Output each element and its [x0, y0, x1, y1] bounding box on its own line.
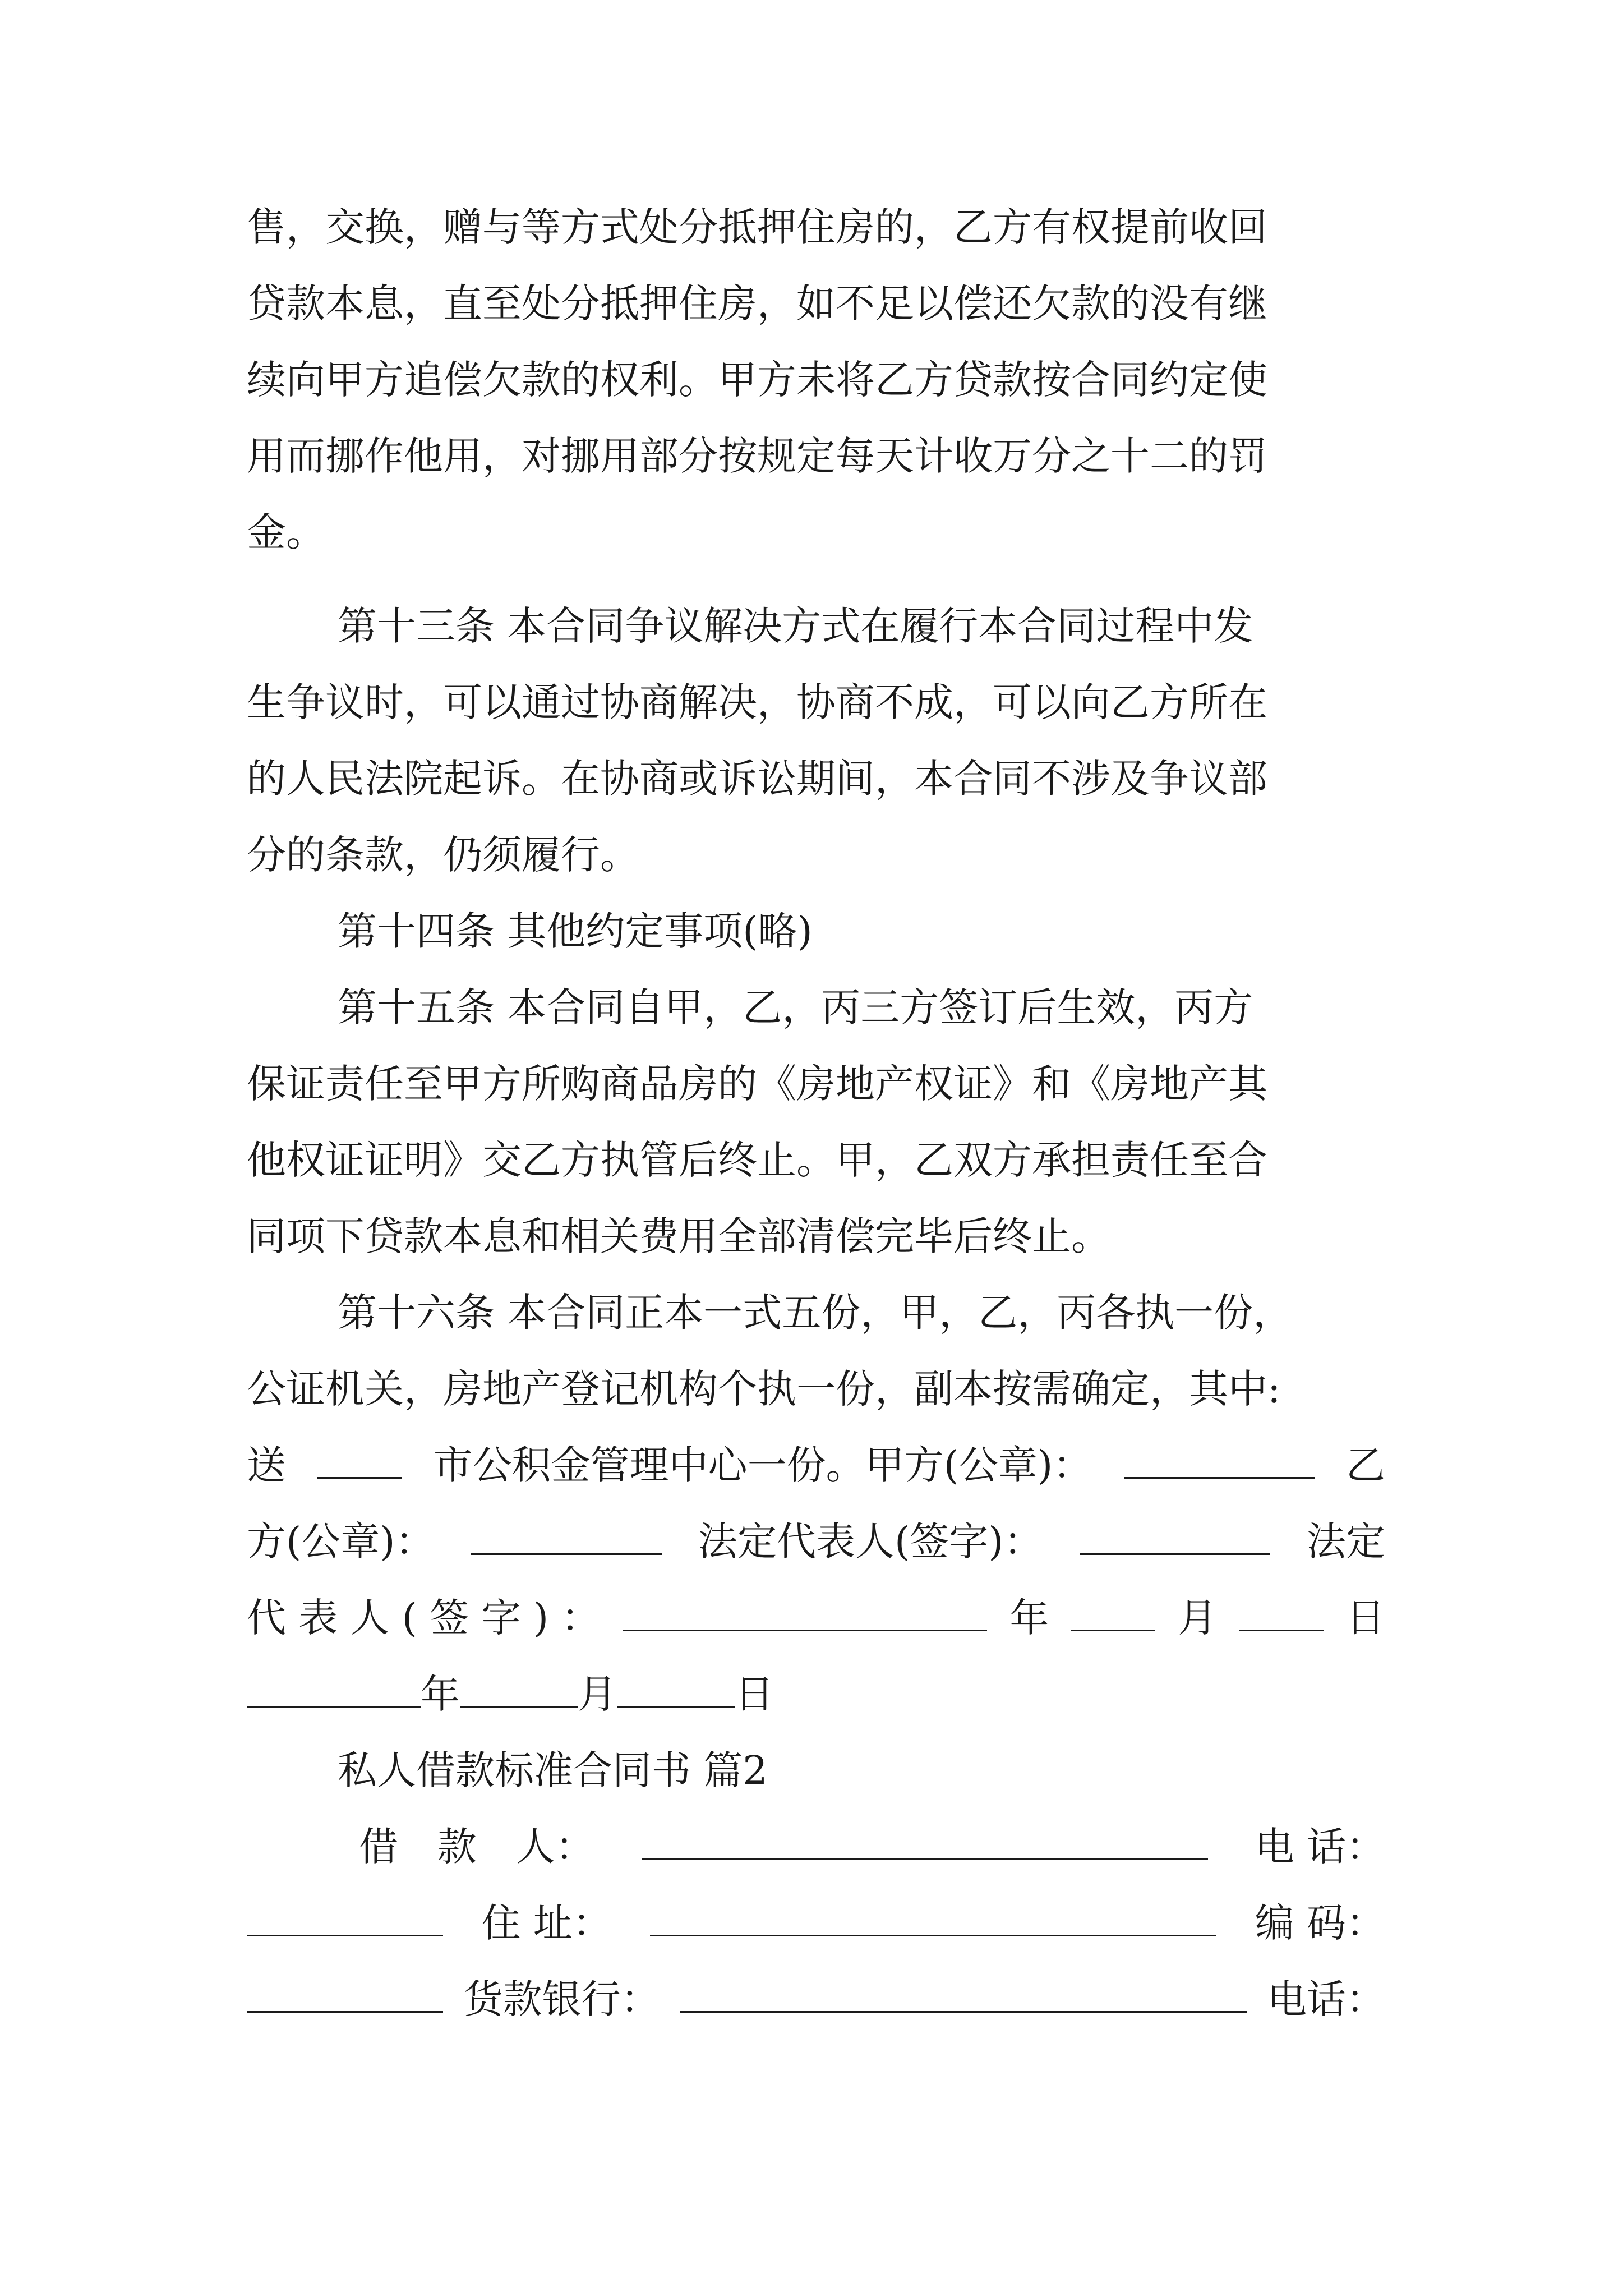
phone-field[interactable]	[247, 1902, 443, 1936]
form-text: 方(公章)：	[247, 1519, 435, 1565]
code-field[interactable]	[247, 1978, 443, 2013]
form-line-19	[247, 1584, 1385, 1651]
article-16-heading: 第十六条 本合同正本一式五份，甲，乙，丙各执一份，	[338, 1290, 1293, 1336]
section-2-title: 私人借款标准合同书 篇2	[338, 1747, 768, 1793]
body-line-14: 同项下贷款本息和相关费用全部清偿完毕后终止。	[247, 1213, 1110, 1259]
month-field[interactable]	[1071, 1597, 1155, 1631]
address-line	[247, 1889, 1385, 1957]
body-line-2: 贷款本息，直至处分抵押住房，如不足以偿还欠款的没有继	[247, 280, 1267, 326]
form-line-17	[247, 1432, 1385, 1499]
form-text: 法定	[1307, 1519, 1385, 1565]
form-text: 送	[247, 1442, 286, 1488]
borrower-label: 借 款 人：	[359, 1824, 594, 1870]
day-field[interactable]	[617, 1673, 735, 1708]
body-line-16: 公证机关，房地产登记机构个执一份，副本按需确定，其中:	[247, 1366, 1281, 1412]
article-15-heading: 第十五条 本合同自甲，乙，丙三方签订后生效，丙方	[338, 984, 1253, 1030]
form-text: 月	[1178, 1595, 1218, 1641]
body-line-3: 续向甲方追偿欠款的权利。甲方未将乙方贷款按合同约定使	[247, 357, 1267, 403]
form-text: 乙	[1346, 1442, 1385, 1488]
body-line-7: 生争议时，可以通过协商解决，协商不成，可以向乙方所在	[247, 679, 1267, 725]
body-line-13: 他权证证明》交乙方执管后终止。甲，乙双方承担责任至合	[247, 1137, 1267, 1183]
party-a-seal-field[interactable]	[1124, 1444, 1315, 1479]
phone-label: 电 话：	[1255, 1824, 1385, 1870]
form-text: 年	[1009, 1595, 1049, 1641]
body-line-12: 保证责任至甲方所购商品房的《房地产权证》和《房地产其	[247, 1061, 1267, 1107]
month-field[interactable]	[460, 1673, 578, 1708]
body-line-8: 的人民法院起诉。在协商或诉讼期间，本合同不涉及争议部	[247, 756, 1267, 802]
form-text: 日	[1345, 1595, 1385, 1641]
form-text: 月	[578, 1671, 617, 1717]
blank-field[interactable]	[317, 1444, 402, 1479]
form-text: 法定代表人(签字)：	[698, 1519, 1043, 1565]
borrower-field[interactable]	[642, 1826, 1208, 1860]
form-text: 年	[421, 1671, 460, 1717]
body-line-5: 金。	[247, 509, 325, 555]
bank-phone-label: 电话：	[1267, 1976, 1385, 2022]
party-a-representative-field[interactable]	[1080, 1521, 1270, 1555]
party-b-seal-field[interactable]	[471, 1521, 662, 1555]
body-line-1: 售，交换，赠与等方式处分抵押住房的，乙方有权提前收回	[247, 204, 1267, 250]
bank-field[interactable]	[680, 1978, 1247, 2013]
borrower-line	[359, 1813, 1385, 1880]
form-text: 日	[735, 1671, 774, 1717]
form-line-20	[247, 1660, 1385, 1728]
form-text: 市公积金管理中心一份。甲方(公章)：	[433, 1442, 1092, 1488]
code-label: 编 码：	[1255, 1900, 1385, 1946]
address-field[interactable]	[650, 1902, 1216, 1936]
bank-line	[247, 1966, 1385, 2033]
party-b-representative-field[interactable]	[623, 1597, 987, 1631]
article-14-heading: 第十四条 其他约定事项(略)	[338, 908, 813, 954]
form-text: 代 表 人 ( 签 字 ) ：	[247, 1595, 601, 1641]
body-line-4: 用而挪作他用，对挪用部分按规定每天计收万分之十二的罚	[247, 433, 1267, 479]
year-field[interactable]	[247, 1673, 421, 1708]
day-field[interactable]	[1239, 1597, 1324, 1631]
body-line-9: 分的条款，仍须履行。	[247, 832, 639, 878]
article-13-heading: 第十三条 本合同争议解决方式在履行本合同过程中发	[338, 603, 1253, 649]
form-line-18	[247, 1508, 1385, 1575]
bank-label: 货款银行：	[463, 1976, 660, 2022]
address-label: 住 址：	[481, 1900, 612, 1946]
